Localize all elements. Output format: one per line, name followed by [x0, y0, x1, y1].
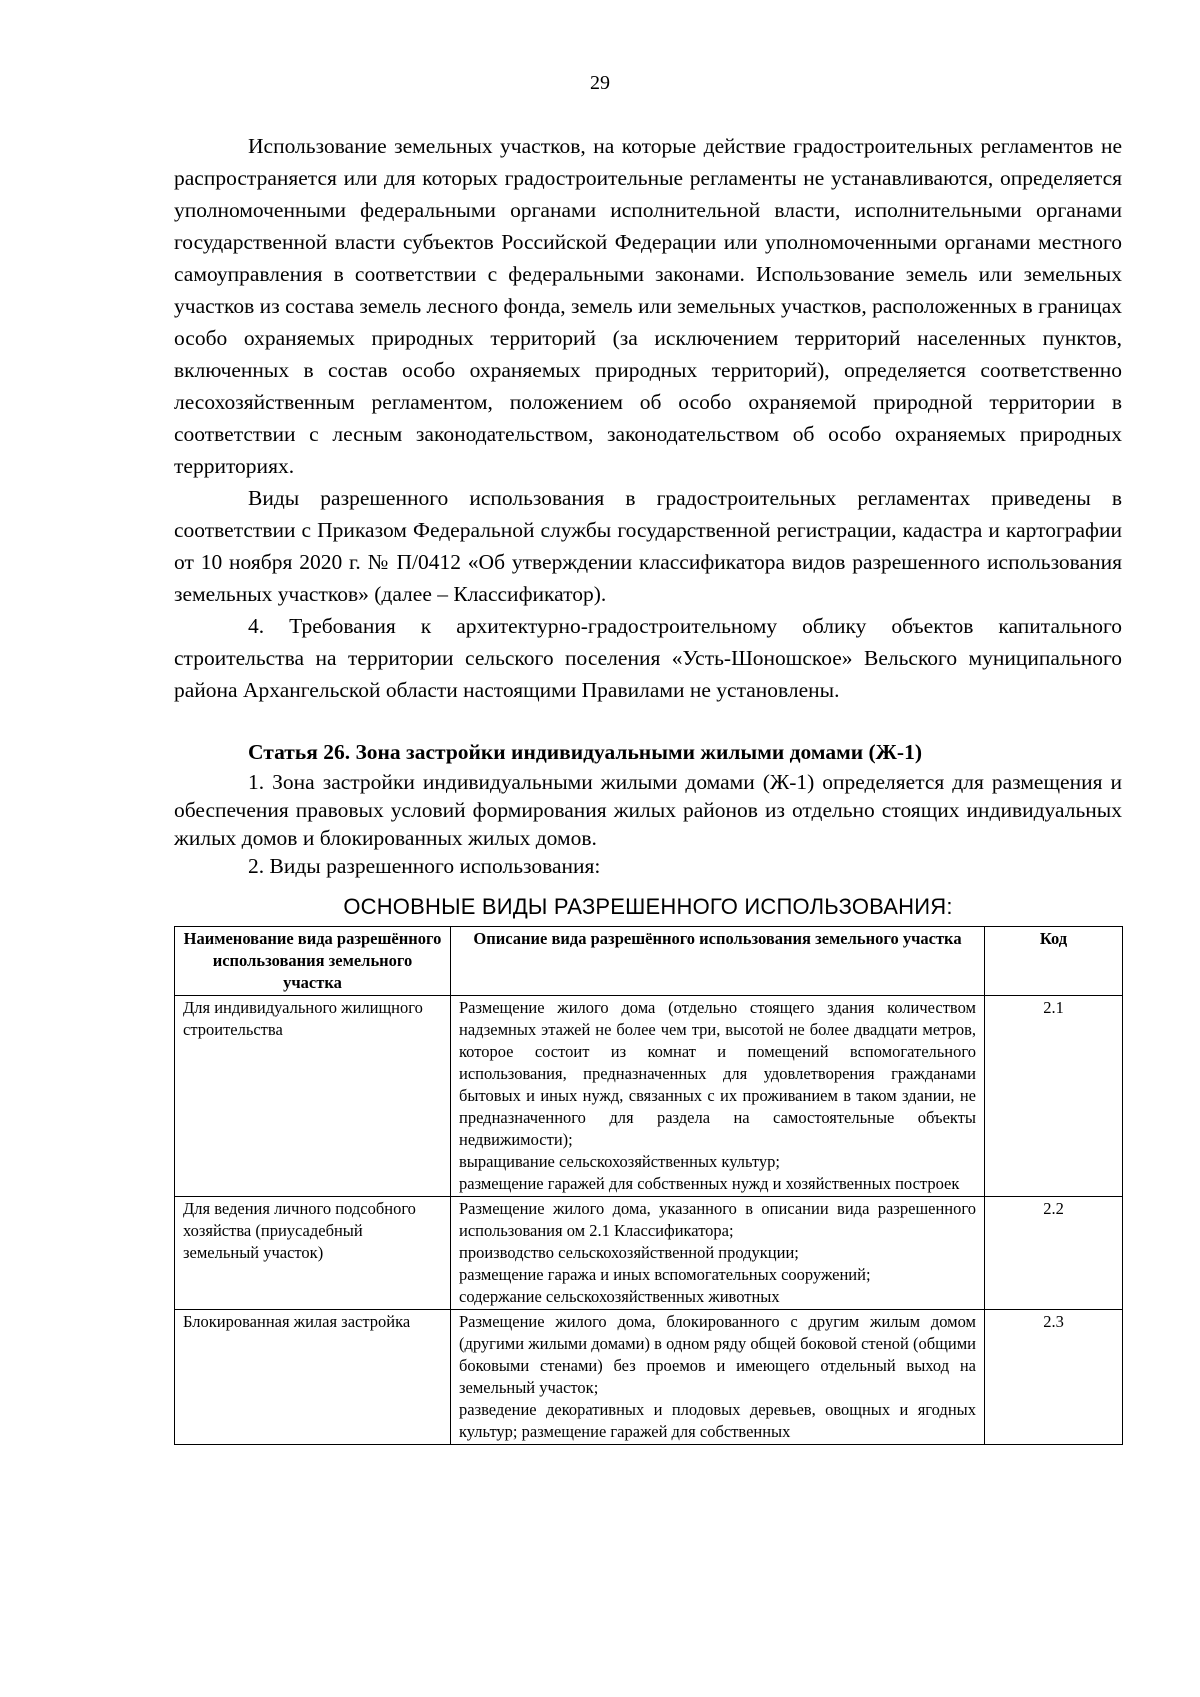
cell-description: Размещение жилого дома (отдельно стоящего здания количеством надземных этажей не более чем три, высотой не более двадцати метров, которое состоит из комнат и помещений вспомогательного использования, предназначенных для удовлетворения гражданами бытовых и иных нужд, связанных с их проживанием в таком здании, не предназначенного для раздела на самостоятельные объекты недвижимости); выращивание сельскохозяйственных культур; размещение гаражей для собственных нужд и хозяйственных построек — [451, 996, 985, 1197]
paragraph: 4. Требования к архитектурно-градостроительному облику объектов капитального строительства на территории сельского поселения «Усть-Шоношское» Вельского муниципального района Архангельской области настоящими Правилами не установлены. — [174, 614, 1122, 702]
cell-code: 2.2 — [985, 1197, 1123, 1310]
permitted-uses-table — [174, 926, 1123, 1445]
article-paragraph: 2. Виды разрешенного использования: — [248, 854, 601, 878]
cell-description: Размещение жилого дома, указанного в описании вида разрешенного использования ом 2.1 Классификатора; производство сельскохозяйственной продукции; размещение гаража и иных вспомогательных сооружений; содержание сельскохозяйственных животных — [451, 1197, 985, 1310]
article-paragraph: 1. Зона застройки индивидуальными жилыми домами (Ж-1) определяется для размещения и обеспечения правовых условий формирования жилых районов из отдельно стоящих индивидуальных жилых домов и блокированных жилых домов. — [174, 770, 1122, 850]
table-caption: ОСНОВНЫЕ ВИДЫ РАЗРЕШЕННОГО ИСПОЛЬЗОВАНИЯ: — [343, 894, 953, 919]
table-row — [175, 996, 1123, 1197]
cell-name: Для индивидуального жилищного строительства — [175, 996, 451, 1197]
paragraph: Использование земельных участков, на которые действие градостроительных регламентов не распространяется или для которых градостроительные регламенты не устанавливаются, определяется уполномоченными федеральными органами исполнительной власти, исполнительными органами государственной власти субъектов Российской Федерации или уполномоченными органами местного самоуправления в соответствии с федеральными законами. Использование земель или земельных участков из состава земель лесного фонда, земель или земельных участков, расположенных в границах особо охраняемых природных территорий (за исключением территорий населенных пунктов, включенных в состав особо охраняемых природных территорий), определяется соответственно лесохозяйственным регламентом, положением об особо охраняемой природной территории в соответствии с лесным законодательством, законодательством об особо охраняемых природных территориях. — [174, 134, 1122, 478]
header-description: Описание вида разрешённого использования земельного участка — [451, 927, 985, 996]
cell-name: Блокированная жилая застройка — [175, 1310, 451, 1445]
cell-code: 2.3 — [985, 1310, 1123, 1445]
page-number: 29 — [590, 72, 610, 94]
table-header-row — [175, 927, 1123, 996]
header-name: Наименование вида разрешённого использования земельного участка — [175, 927, 451, 996]
table-row — [175, 1197, 1123, 1310]
document-body — [174, 130, 1122, 1445]
cell-name: Для ведения личного подсобного хозяйства (приусадебный земельный участок) — [175, 1197, 451, 1310]
cell-code: 2.1 — [985, 996, 1123, 1197]
table-row — [175, 1310, 1123, 1445]
article-title: Статья 26. Зона застройки индивидуальными жилыми домами (Ж-1) — [248, 740, 922, 764]
header-code: Код — [985, 927, 1123, 996]
cell-description: Размещение жилого дома, блокированного с другим жилым домом (другими жилыми домами) в одном ряду общей боковой стеной (общими боковыми стенами) без проемов и имеющего отдельный выход на земельный участок; разведение декоративных и плодовых деревьев, овощных и ягодных культур; размещение гаражей для собственных — [451, 1310, 985, 1445]
paragraph: Виды разрешенного использования в градостроительных регламентах приведены в соответствии с Приказом Федеральной службы государственной регистрации, кадастра и картографии от 10 ноября 2020 г. № П/0412 «Об утверждении классификатора видов разрешенного использования земельных участков» (далее – Классификатор). — [174, 486, 1122, 606]
